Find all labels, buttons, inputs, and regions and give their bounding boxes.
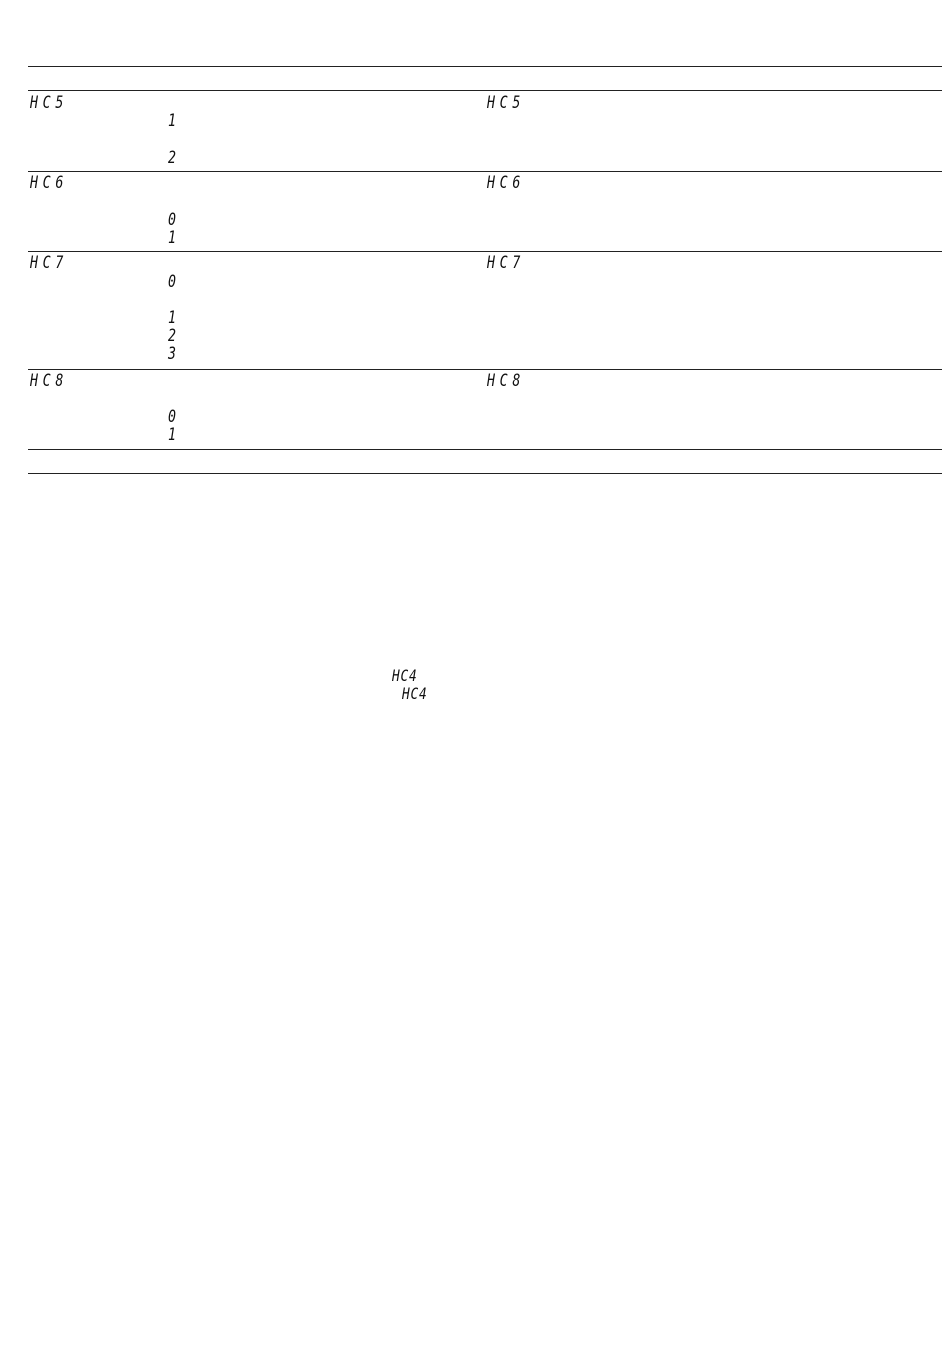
row-divider xyxy=(28,251,942,252)
table-bottom-rule xyxy=(28,473,942,474)
row-code-right: HC5 xyxy=(487,93,526,113)
option-value: 0 xyxy=(168,272,176,292)
option-value: 1 xyxy=(168,111,176,131)
option-value: 0 xyxy=(168,407,176,427)
footnote-code-ref: HC4 xyxy=(392,666,418,685)
row-code-left: HC5 xyxy=(30,93,69,113)
row-code-left: HC8 xyxy=(30,371,69,391)
footnote-code-ref: HC4 xyxy=(402,684,428,703)
option-value: 3 xyxy=(168,344,176,364)
row-code-right: HC8 xyxy=(487,371,526,391)
row-divider xyxy=(28,369,942,370)
row-code-right: HC7 xyxy=(487,253,526,273)
table-header-rule xyxy=(28,90,942,91)
row-code-left: HC7 xyxy=(30,253,69,273)
option-value: 1 xyxy=(168,228,176,248)
option-value: 1 xyxy=(168,425,176,445)
row-divider xyxy=(28,449,942,450)
table-top-rule xyxy=(28,66,942,67)
option-value: 0 xyxy=(168,210,176,230)
option-value: 1 xyxy=(168,308,176,328)
row-divider xyxy=(28,171,942,172)
option-value: 2 xyxy=(168,326,176,346)
row-code-left: HC6 xyxy=(30,173,69,193)
row-code-right: HC6 xyxy=(487,173,526,193)
option-value: 2 xyxy=(168,148,176,168)
